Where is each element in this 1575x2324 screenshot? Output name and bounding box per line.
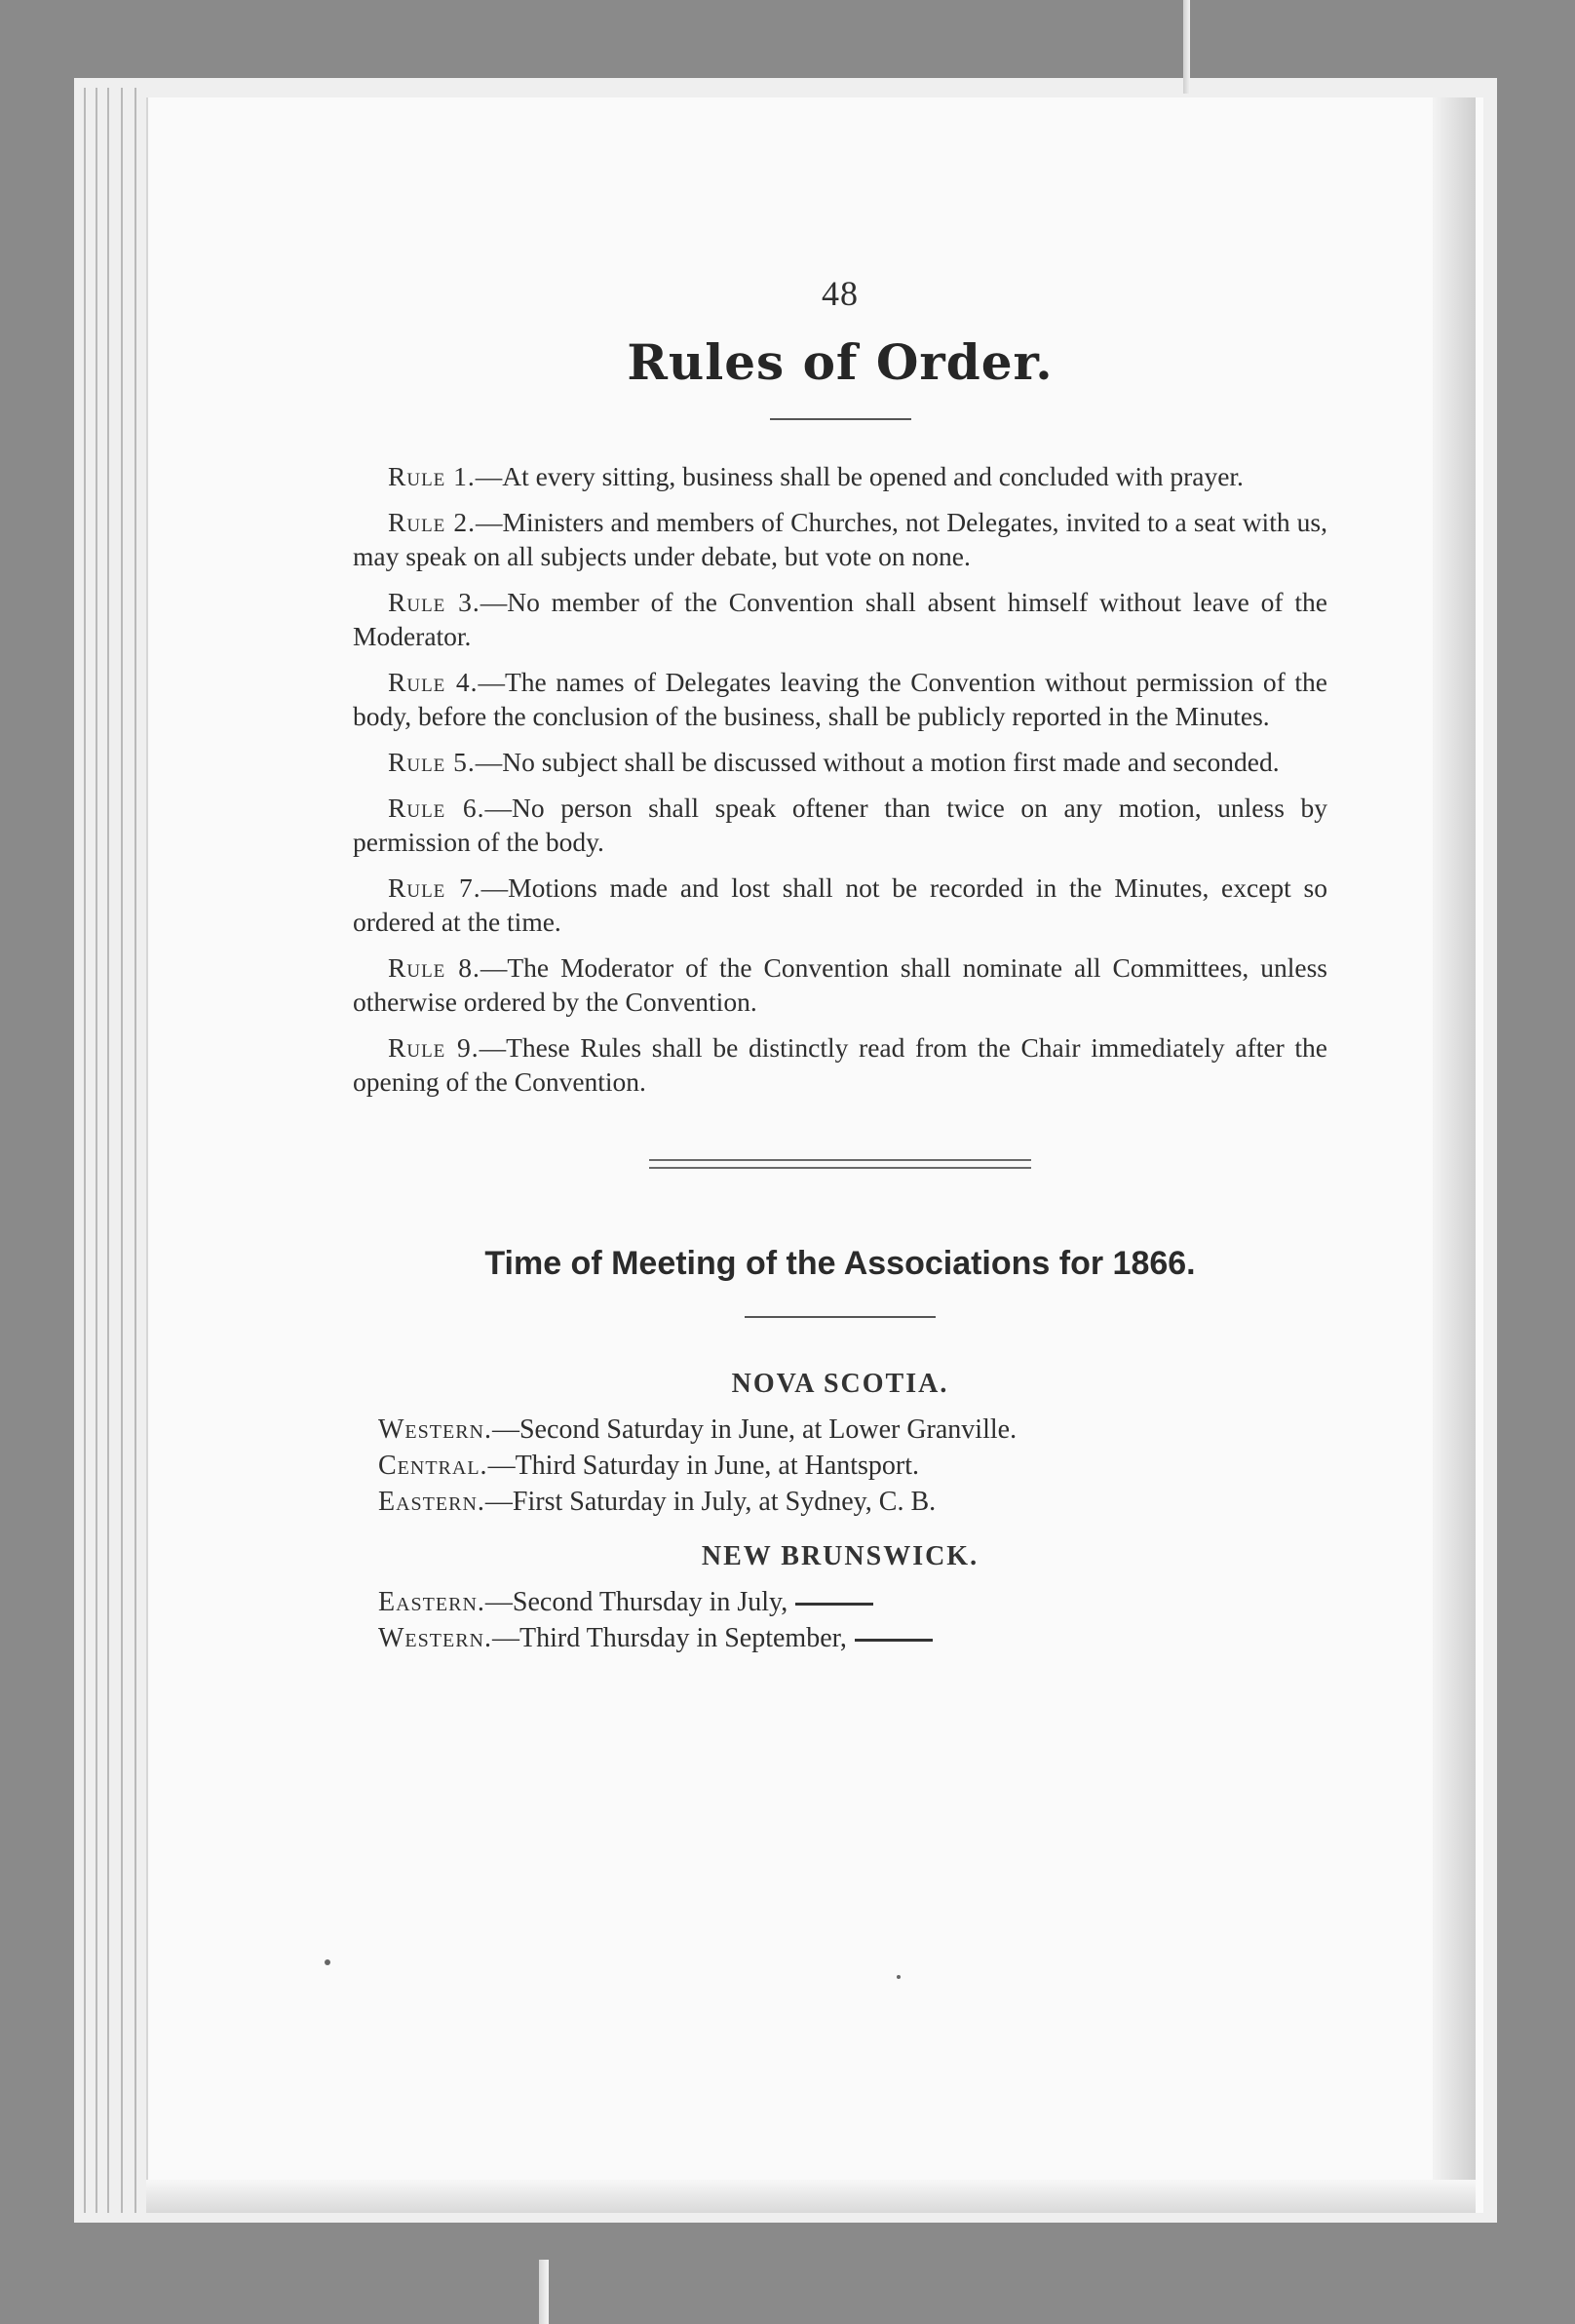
ink-speck bbox=[897, 1975, 901, 1979]
page-content bbox=[353, 273, 1327, 1656]
rule-text: —The names of Delegates leaving the Convention without permission of the body, before the conclusion of the business, shall be publicly reported in the Minutes. bbox=[353, 667, 1328, 731]
page-edge bbox=[84, 88, 86, 2213]
association-item bbox=[378, 1412, 1327, 1448]
page-bottom-shadow bbox=[146, 2180, 1476, 2213]
association-name: Central. bbox=[378, 1451, 488, 1481]
page-edge bbox=[96, 88, 97, 2213]
rule-text: —The Moderator of the Convention shall nominate all Committees, unless otherwise ordered by the Convention. bbox=[353, 952, 1327, 1017]
association-detail: —Second Thursday in July, bbox=[484, 1587, 788, 1617]
rule-label: Rule 5. bbox=[388, 747, 476, 777]
association-item bbox=[378, 1484, 1327, 1520]
rule-label: Rule 4. bbox=[388, 667, 479, 697]
ink-speck bbox=[325, 1959, 330, 1965]
region-heading-new-brunswick: NEW BRUNSWICK. bbox=[701, 1541, 980, 1571]
rule-item bbox=[353, 1030, 1327, 1099]
blank-line bbox=[795, 1603, 873, 1606]
association-detail: —Second Saturday in June, at Lower Granville. bbox=[491, 1414, 1018, 1445]
rule-label: Rule 8. bbox=[388, 952, 480, 983]
section-divider bbox=[649, 1159, 1031, 1169]
rule-text: —These Rules shall be distinctly read from the Chair immediately after the opening of the Convention. bbox=[353, 1032, 1328, 1097]
association-detail: —Third Saturday in June, at Hantsport. bbox=[487, 1451, 920, 1481]
page-edge bbox=[107, 88, 109, 2213]
rule-label: Rule 2. bbox=[388, 507, 476, 537]
association-name: Eastern. bbox=[378, 1587, 485, 1617]
association-item bbox=[378, 1584, 1327, 1620]
blank-line bbox=[855, 1639, 933, 1642]
page-edge bbox=[121, 88, 123, 2213]
association-list-nova-scotia bbox=[378, 1412, 1327, 1520]
heading-divider bbox=[745, 1316, 936, 1318]
rule-label: Rule 7. bbox=[388, 872, 481, 903]
association-list-new-brunswick bbox=[378, 1584, 1327, 1656]
rule-text: —Motions made and lost shall not be recorded in the Minutes, except so ordered at the time. bbox=[353, 872, 1327, 937]
rule-text: —Ministers and members of Churches, not Delegates, invited to a seat with us, may speak on all subjects under debate, but vote on none. bbox=[353, 507, 1328, 571]
rule-text: —No subject shall be discussed without a motion first made and seconded. bbox=[475, 747, 1280, 777]
page-right-shadow bbox=[1433, 97, 1476, 2213]
page-edge bbox=[134, 88, 136, 2213]
rule-text: —No member of the Convention shall absent himself without leave of the Moderator. bbox=[353, 587, 1328, 651]
association-detail: —First Saturday in July, at Sydney, C. B. bbox=[484, 1487, 937, 1517]
rule-item bbox=[353, 585, 1327, 653]
rules-list bbox=[353, 459, 1327, 1099]
association-name: Eastern. bbox=[378, 1487, 485, 1517]
region-heading-nova-scotia: NOVA SCOTIA. bbox=[731, 1369, 949, 1399]
association-name: Western. bbox=[378, 1623, 492, 1653]
rule-text: —No person shall speak oftener than twice on any motion, unless by permission of the body. bbox=[353, 793, 1327, 857]
association-item bbox=[378, 1448, 1327, 1484]
rule-item bbox=[353, 459, 1327, 493]
rule-label: Rule 6. bbox=[388, 793, 485, 823]
rule-text: —At every sitting, business shall be opened and concluded with prayer. bbox=[475, 461, 1244, 491]
title-divider bbox=[770, 418, 911, 420]
rule-item bbox=[353, 791, 1327, 859]
rule-item bbox=[353, 745, 1327, 779]
association-name: Western. bbox=[378, 1414, 492, 1445]
rule-item bbox=[353, 871, 1327, 939]
rule-label: Rule 9. bbox=[388, 1032, 480, 1063]
rule-item bbox=[353, 950, 1327, 1019]
association-item bbox=[378, 1620, 1327, 1656]
rule-item bbox=[353, 505, 1327, 573]
meeting-heading: Time of Meeting of the Associations for 1866. bbox=[484, 1245, 1196, 1282]
rule-item bbox=[353, 665, 1327, 733]
association-detail: —Third Thursday in September, bbox=[491, 1623, 847, 1653]
page-title: Rules of Order. bbox=[627, 333, 1054, 391]
rule-label: Rule 3. bbox=[388, 587, 480, 617]
page-number: 48 bbox=[822, 274, 859, 313]
page-clip-bottom bbox=[539, 2260, 549, 2324]
rule-label: Rule 1. bbox=[388, 461, 476, 491]
page-clip-top bbox=[1183, 0, 1190, 94]
